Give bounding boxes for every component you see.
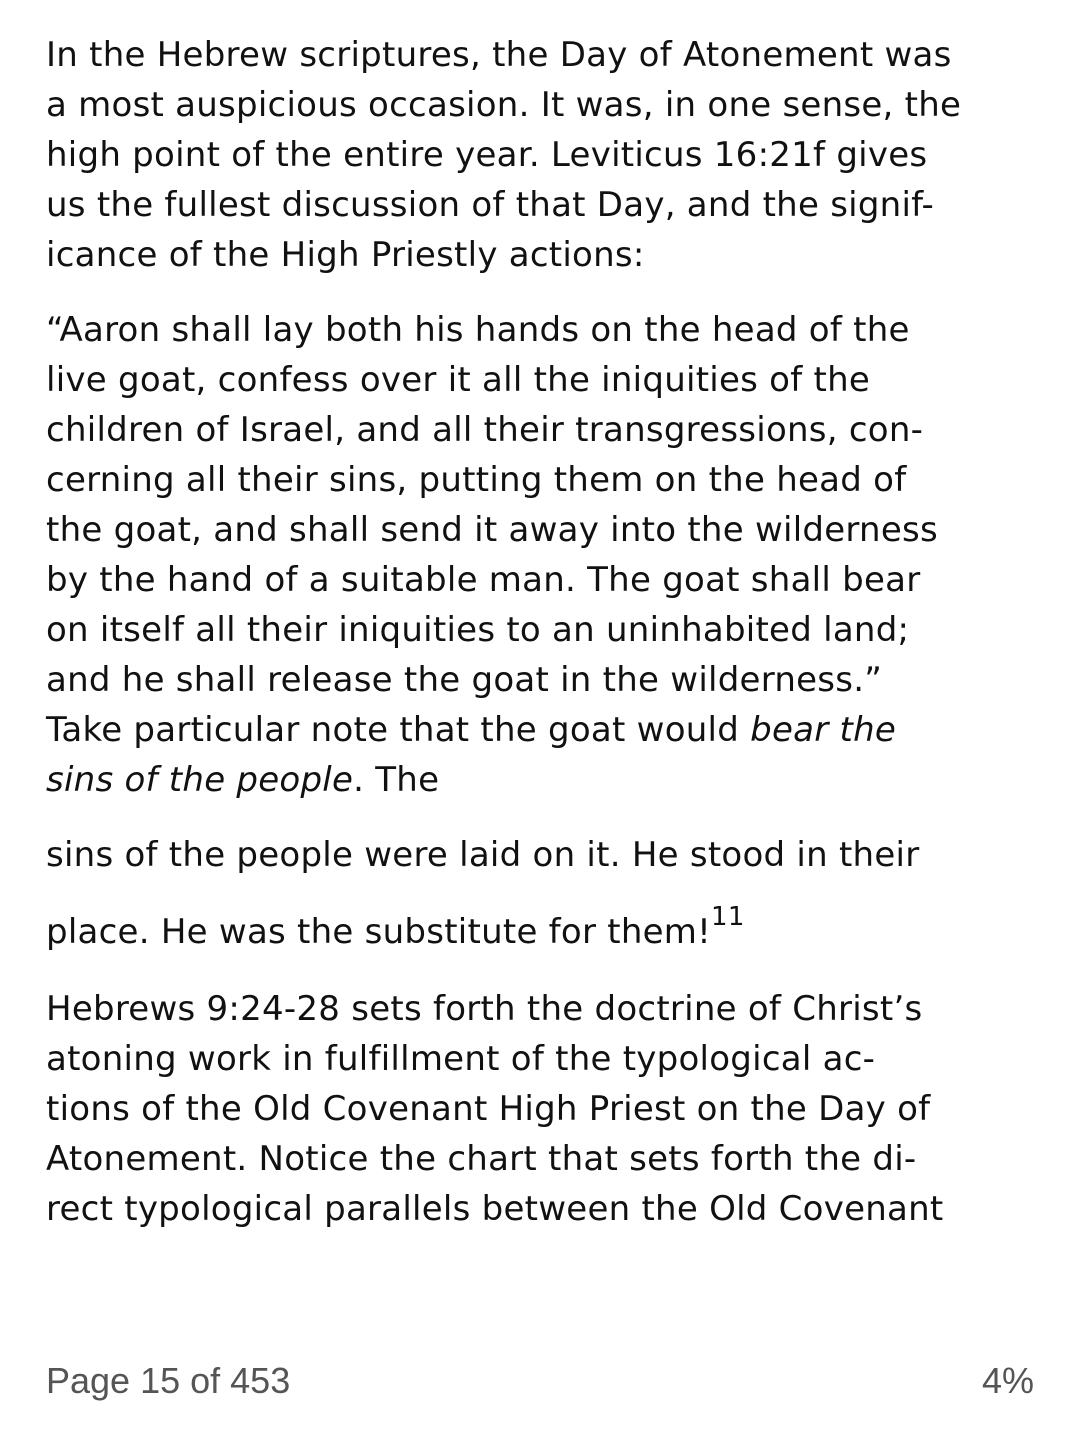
text-line: on itself all their iniquities to an uninhabited land; [46, 610, 910, 650]
reader-footer [46, 1360, 1034, 1410]
text-line [46, 705, 1046, 755]
text-line: by the hand of a suitable man. The goat shall bear [46, 560, 921, 600]
paragraph-substitute [46, 830, 1046, 957]
paragraph-intro [46, 30, 1046, 280]
paragraph-hebrews [46, 984, 1046, 1234]
reader-page[interactable] [46, 30, 1046, 1234]
text-line-content: place. He was the substitute for them! [46, 912, 712, 952]
text-line: atoning work in fulfillment of the typological ac- [46, 1039, 876, 1079]
emphasis-text: bear the [750, 710, 897, 750]
text-line: “Aaron shall lay both his hands on the head of the [46, 310, 910, 350]
text-line [46, 901, 1046, 957]
text-line: rect typological parallels between the Old Covenant [46, 1189, 944, 1229]
text-line: Hebrews 9:24-28 sets forth the doctrine of Christ’s [46, 989, 923, 1029]
text-line: cerning all their sins, putting them on the head of [46, 460, 907, 500]
text-line: live goat, confess over it all the iniquities of the [46, 360, 871, 400]
text-line: and he shall release the goat in the wilderness.” [46, 660, 883, 700]
text-line: sins of the people were laid on it. He stood in their [46, 835, 920, 875]
text-line: In the Hebrew scriptures, the Day of Atonement was [46, 35, 952, 75]
note-suffix: . The [353, 760, 440, 800]
text-line: high point of the entire year. Leviticus 16:21f gives [46, 135, 928, 175]
progress-percent: 4% [981, 1360, 1034, 1401]
emphasis-text: sins of the people [46, 760, 354, 800]
text-line: us the fullest discussion of that Day, and the signif- [46, 185, 935, 225]
text-line: the goat, and shall send it away into the wilderness [46, 510, 938, 550]
text-line: icance of the High Priestly actions: [46, 235, 645, 275]
page-indicator[interactable]: Page 15 of 453 [46, 1360, 291, 1401]
text-line: Atonement. Notice the chart that sets forth the di- [46, 1139, 917, 1179]
text-line: children of Israel, and all their transgressions, con- [46, 410, 924, 450]
note-prefix: Take particular note that the goat would [46, 710, 751, 750]
paragraph-quote [46, 305, 1046, 805]
text-line [46, 755, 1046, 805]
text-line: tions of the Old Covenant High Priest on the Day of [46, 1089, 931, 1129]
text-line: a most auspicious occasion. It was, in one sense, the [46, 85, 962, 125]
footnote-reference[interactable]: 11 [711, 901, 745, 932]
